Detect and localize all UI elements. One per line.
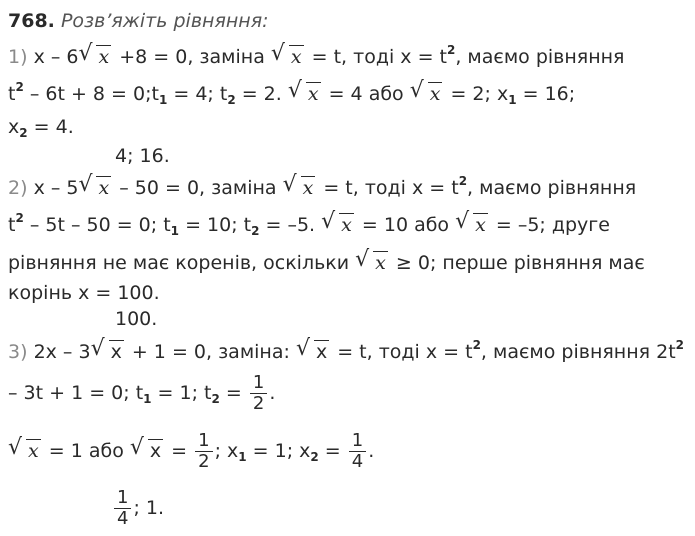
text: = –5; друге [489,214,610,236]
text: t [8,214,16,236]
text: = [318,440,347,462]
subscript: 1 [170,224,180,238]
exercise-instruction: Розв’яжіть рівняння: [60,10,269,32]
sqrt-x: √ x [355,247,386,274]
superscript: 2 [15,80,24,94]
text: , маємо рівняння [467,177,637,199]
fraction-one-half: $\frac{1}{2}$ [195,431,212,472]
text: , маємо рівняння [455,46,625,68]
text: = 4 або [322,83,410,105]
text: – 3t + 1 = 0; t [8,382,144,404]
text: 2x – 3 [33,341,91,363]
text: = 1; x [246,440,311,462]
text: t [8,83,16,105]
exercise-number: 768. [8,10,55,32]
sqrt-x: √ x [455,209,486,236]
text: рівняння не має коренів, оскільки [8,252,356,274]
part2-answer: 100. [115,308,158,330]
subscript: 1 [143,392,152,406]
text: = 16; [516,83,576,105]
sqrt-x: √ x [409,78,441,105]
text: = [165,440,194,462]
part3-line2 [8,373,275,414]
text: = 4. [27,116,74,138]
text: = t, тоді x = t [331,341,473,363]
text: , маємо рівняння 2t [480,341,676,363]
part2-line1 [8,172,637,200]
text: ≥ 0; перше рівняння має [389,252,645,274]
subscript: 2 [251,224,260,238]
text: – 50 = 0, заміна [113,177,283,199]
subscript: 2 [211,392,220,406]
superscript: 2 [446,43,456,57]
fraction-one-quarter: $\frac{1}{4}$ [349,431,366,472]
text: ; 1. [133,497,165,519]
text: . [368,440,375,462]
superscript: 2 [675,338,685,352]
text: = 1; t [151,382,212,404]
subscript: 1 [158,93,168,107]
text: x – 6 [33,46,79,68]
superscript: 2 [472,338,481,352]
text: + 1 = 0, заміна: [125,341,296,363]
sqrt-x: √ x [270,41,302,68]
text: = [219,382,248,404]
fraction-one-quarter: $\frac{1}{4}$ [114,488,131,529]
part3-line1 [8,336,685,364]
text: = 2; x [444,83,509,105]
sqrt-x: √ x [295,336,328,363]
sqrt-x: √ x [78,172,110,199]
sqrt-x: √ x [129,435,162,462]
fraction-one-half: $\frac{1}{2}$ [250,373,267,414]
sqrt-x: √ x [78,41,110,68]
text: = 10; t [179,214,252,236]
text: = t, тоді x = t [305,46,447,68]
text: – 6t + 8 = 0;t [23,83,159,105]
superscript: 2 [15,211,24,225]
subscript: 1 [238,450,247,464]
sqrt-x: √ x [321,209,352,236]
part2-line4: корінь x = 100. [8,282,160,304]
text: = 10 або [355,214,456,236]
text: ; x [214,440,239,462]
superscript: 2 [458,174,468,188]
sqrt-x: √ x [282,172,314,199]
sqrt-x: √ x [90,336,122,363]
text: x – 5 [33,177,79,199]
part2-line2 [8,209,610,238]
text: . [269,382,276,404]
part1-line3 [8,115,74,139]
part3-line3 [8,431,374,472]
part1-answer: 4; 16. [115,145,170,167]
subscript: 2 [19,126,28,140]
subscript: 2 [310,450,319,464]
exercise-title [8,9,269,33]
part1-line2 [8,78,576,107]
text: +8 = 0, заміна [113,46,271,68]
text: = 1 або [42,440,130,462]
subscript: 1 [508,93,517,107]
text: = 4; t [167,83,228,105]
part3-number: 3) [8,341,28,363]
part3-answer [112,488,164,529]
text: – 5t – 50 = 0; t [23,214,171,236]
text: = –5. [259,214,322,236]
part2-line3 [8,247,645,275]
text: = 2. [235,83,288,105]
sqrt-x: √ x [8,435,39,462]
subscript: 2 [227,93,236,107]
part1-number: 1) [8,46,28,68]
part2-number: 2) [8,177,28,199]
sqrt-x: √ x [287,78,319,105]
text: x [8,116,20,138]
part1-line1 [8,41,625,69]
text: = t, тоді x = t [317,177,459,199]
